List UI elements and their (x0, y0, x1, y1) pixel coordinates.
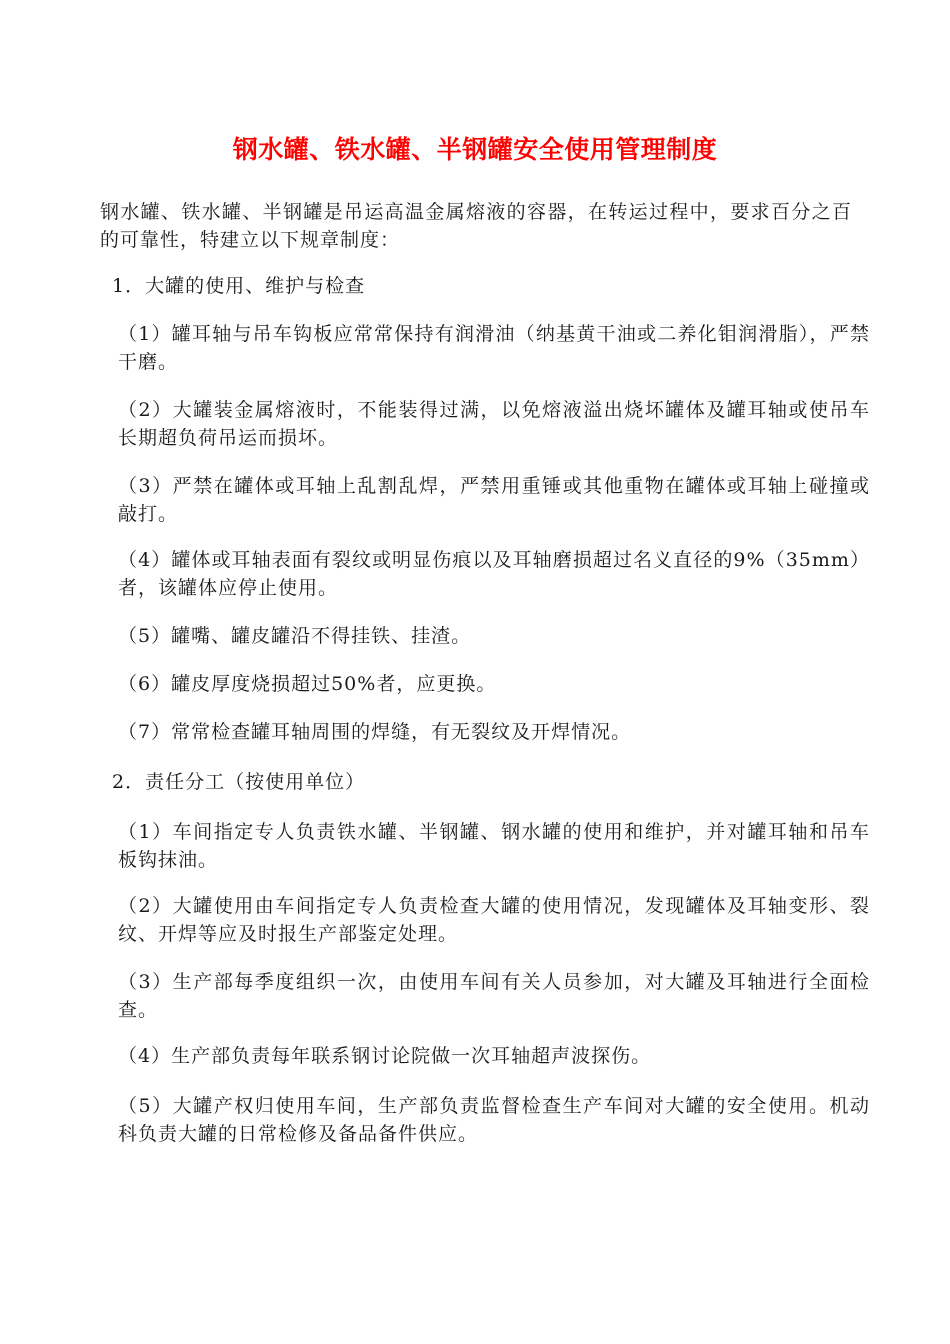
section2-item-5: （5）大罐产权归使用车间，生产部负责监督检查生产车间对大罐的安全使用。机动科负责大罐的日常检修及备品备件供应。 (118, 1095, 870, 1145)
section1-item-2: （2）大罐装金属熔液时，不能装得过满，以免熔液溢出烧坏罐体及罐耳轴或使吊车长期超负荷吊运而损坏。 (118, 399, 870, 449)
section2-item-2: （2）大罐使用由车间指定专人负责检查大罐的使用情况，发现罐体及耳轴变形、裂纹、开焊等应及时报生产部鉴定处理。 (118, 895, 870, 945)
section1-item-6: （6）罐皮厚度烧损超过50%者，应更换。 (118, 673, 497, 695)
section1-item-7: （7）常常检查罐耳轴周围的焊缝，有无裂纹及开焊情况。 (118, 721, 632, 743)
document-title: 钢水罐、铁水罐、半钢罐安全使用管理制度 (232, 135, 718, 164)
section1-item-1: （1）罐耳轴与吊车钩板应常常保持有润滑油（纳基黄干油或二养化钼润滑脂），严禁干磨。 (118, 323, 870, 373)
section1-item-4: （4）罐体或耳轴表面有裂纹或明显伤痕以及耳轴磨损超过名义直径的9%（35mm）者，该罐体应停止使用。 (118, 549, 870, 599)
section2-item-3: （3）生产部每季度组织一次，由使用车间有关人员参加，对大罐及耳轴进行全面检查。 (118, 971, 870, 1021)
section2-heading: 2．责任分工（按使用单位） (112, 771, 366, 793)
section1-heading: 1．大罐的使用、维护与检查 (112, 275, 366, 297)
section2-item-1: （1）车间指定专人负责铁水罐、半钢罐、钢水罐的使用和维护，并对罐耳轴和吊车板钩抹油。 (118, 821, 870, 871)
section1-item-5: （5）罐嘴、罐皮罐沿不得挂铁、挂渣。 (118, 625, 472, 647)
intro-paragraph: 钢水罐、铁水罐、半钢罐是吊运高温金属熔液的容器，在转运过程中，要求百分之百的可靠性，特建立以下规章制度： (100, 201, 852, 251)
section2-item-4: （4）生产部负责每年联系钢讨论院做一次耳轴超声波探伤。 (118, 1045, 652, 1067)
section1-item-3: （3）严禁在罐体或耳轴上乱割乱焊，严禁用重锤或其他重物在罐体或耳轴上碰撞或敲打。 (118, 475, 870, 525)
